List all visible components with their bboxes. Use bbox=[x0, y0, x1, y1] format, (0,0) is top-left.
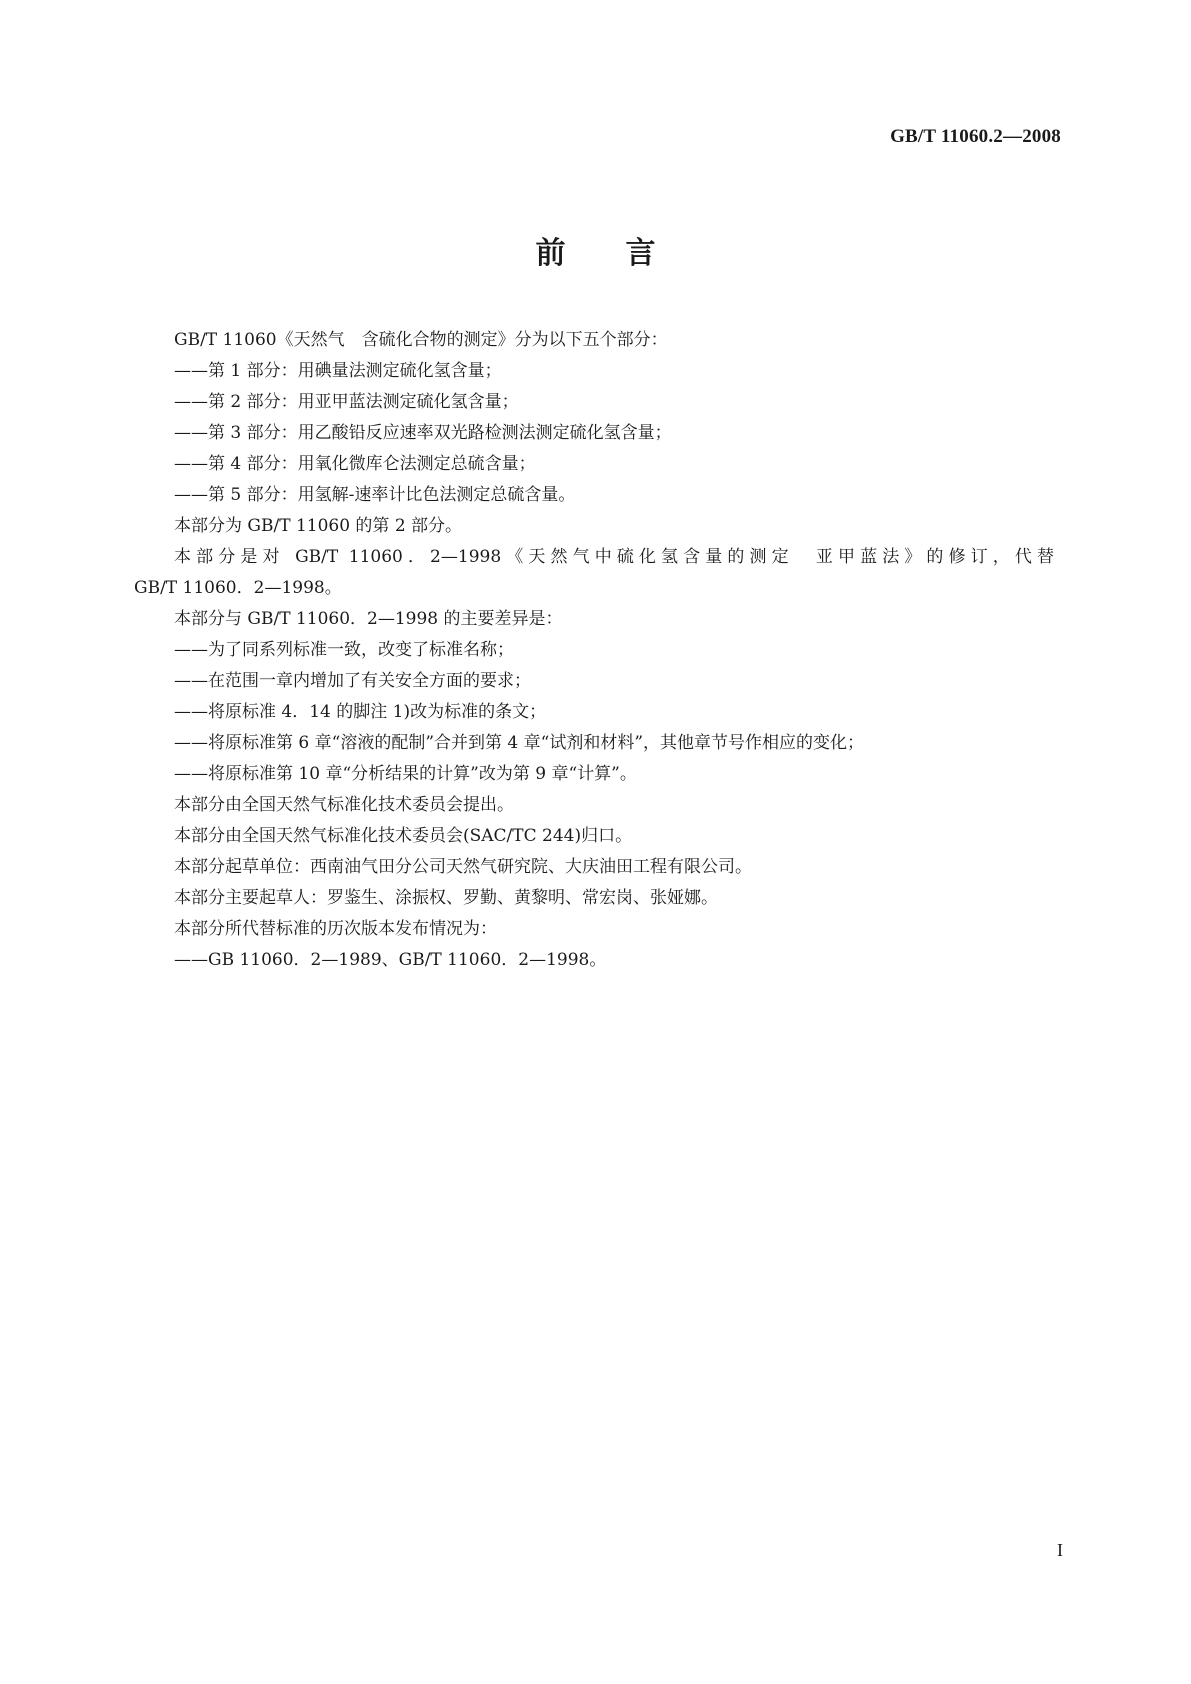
paragraph-differences: 本部分与 GB/T 11060．2—1998 的主要差异是： bbox=[174, 609, 563, 629]
list-item-difference-5: ——将原标准第 10 章“分析结果的计算”改为第 9 章“计算”。 bbox=[174, 764, 637, 784]
paragraph-drafters: 本部分主要起草人：罗鉴生、涂振权、罗勤、黄黎明、常宏岗、张娅娜。 bbox=[174, 888, 718, 908]
list-item-part-1: ——第 1 部分：用碘量法测定硫化氢含量； bbox=[174, 361, 502, 381]
paragraph-intro: GB/T 11060《天然气 含硫化合物的测定》分为以下五个部分： bbox=[174, 330, 668, 350]
paragraph-centralized-by: 本部分由全国天然气标准化技术委员会(SAC/TC 244)归口。 bbox=[174, 826, 633, 846]
paragraph-part-statement: 本部分为 GB/T 11060 的第 2 部分。 bbox=[174, 516, 463, 536]
paragraph-revision: 本部分是对 GB/T 11060．2—1998《天然气中硫化氢含量的测定 亚甲蓝法》的修订，代替 bbox=[174, 547, 1054, 567]
list-item-part-3: ——第 3 部分：用乙酸铅反应速率双光路检测法测定硫化氢含量； bbox=[174, 423, 672, 443]
paragraph-revision-continued: GB/T 11060．2—1998。 bbox=[134, 578, 342, 598]
list-item-difference-3: ——将原标准 4．14 的脚注 1)改为标准的条文； bbox=[174, 702, 547, 722]
foreword-body bbox=[134, 325, 1054, 976]
list-item-part-2: ——第 2 部分：用亚甲蓝法测定硫化氢含量； bbox=[174, 392, 519, 412]
list-item-difference-4: ——将原标准第 6 章“溶液的配制”合并到第 4 章“试剂和材料”，其他章节号作相应的变化； bbox=[174, 733, 865, 753]
list-item-difference-1: ——为了同系列标准一致，改变了标准名称； bbox=[174, 640, 514, 660]
paragraph-previous-editions: 本部分所代替标准的历次版本发布情况为： bbox=[174, 919, 497, 939]
standard-code: GB/T 11060.2—2008 bbox=[890, 126, 1061, 147]
page-title: 前言 bbox=[535, 236, 716, 271]
list-item-difference-2: ——在范围一章内增加了有关安全方面的要求； bbox=[174, 671, 531, 691]
paragraph-proposed-by: 本部分由全国天然气标准化技术委员会提出。 bbox=[174, 795, 514, 815]
paragraph-drafting-units: 本部分起草单位：西南油气田分公司天然气研究院、大庆油田工程有限公司。 bbox=[174, 857, 752, 877]
list-item-previous-editions: ——GB 11060．2—1989、GB/T 11060．2—1998。 bbox=[174, 950, 607, 970]
list-item-part-4: ——第 4 部分：用氧化微库仑法测定总硫含量； bbox=[174, 454, 536, 474]
list-item-part-5: ——第 5 部分：用氢解-速率计比色法测定总硫含量。 bbox=[174, 485, 576, 505]
page-number: I bbox=[1057, 1540, 1063, 1560]
